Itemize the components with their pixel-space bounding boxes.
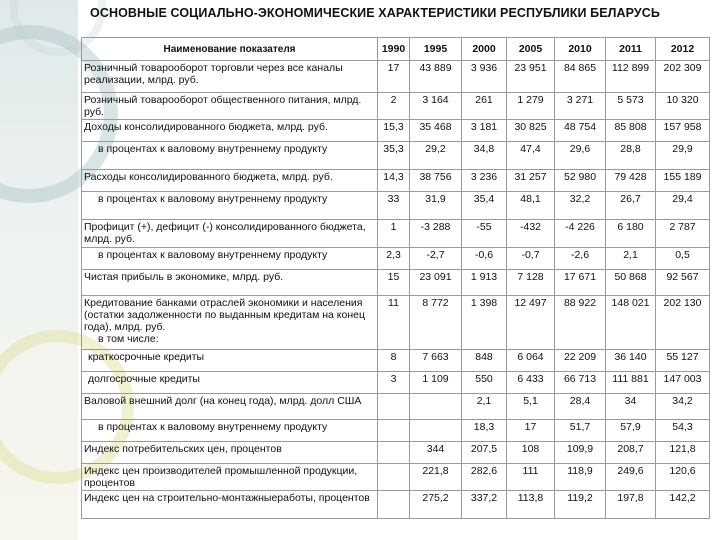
value-cell: 14,3 (378, 170, 410, 192)
table-row (82, 296, 710, 350)
indicator-name-cell (82, 296, 378, 350)
indicator-name: Кредитование банками отраслей экономики и населения (остатки задолженности по выданным кредитам на конец года), млрд. руб. (84, 297, 366, 333)
indicator-name-cell (82, 420, 378, 442)
value-cell: 34,2 (656, 394, 710, 420)
indicator-name: Расходы консолидированного бюджета, млрд. руб. (84, 171, 333, 183)
table-row (82, 491, 710, 519)
column-header: 2000 (462, 38, 507, 61)
value-cell: 30 825 (507, 120, 555, 142)
value-cell: 38 756 (410, 170, 462, 192)
value-cell: 33 (378, 192, 410, 220)
value-cell: 7 663 (410, 350, 462, 372)
indicator-name-cell (82, 192, 378, 220)
value-cell: 2 (378, 93, 410, 120)
value-cell: 15,3 (378, 120, 410, 142)
value-cell (410, 420, 462, 442)
indicator-name: в процентах к валовому внутреннему продукту (98, 421, 328, 433)
value-cell: 111 881 (606, 372, 656, 394)
value-cell: 848 (462, 350, 507, 372)
value-cell: 31 257 (507, 170, 555, 192)
indicator-name: Индекс цен на строительно-монтажныеработы, процентов (84, 492, 370, 504)
value-cell: 3 936 (462, 61, 507, 93)
table-row (82, 120, 710, 142)
value-cell: 51,7 (555, 420, 606, 442)
value-cell: 109,9 (555, 442, 606, 464)
value-cell: 10 320 (656, 93, 710, 120)
value-cell: 337,2 (462, 491, 507, 519)
indicator-name: Валовой внешний долг (на конец года), млрд. долл США (84, 395, 362, 407)
table-row (82, 61, 710, 93)
indicator-name-cell (82, 350, 378, 372)
value-cell (378, 464, 410, 491)
value-cell: 29,4 (656, 192, 710, 220)
column-header: 2010 (555, 38, 606, 61)
value-cell: -0,7 (507, 248, 555, 270)
column-header: Наименование показателя (82, 38, 378, 61)
value-cell: 1 279 (507, 93, 555, 120)
value-cell: 7 128 (507, 270, 555, 296)
value-cell: 29,9 (656, 142, 710, 170)
table-row (82, 248, 710, 270)
indicator-name-cell (82, 394, 378, 420)
table-row (82, 442, 710, 464)
value-cell: 28,4 (555, 394, 606, 420)
value-cell: 35 468 (410, 120, 462, 142)
value-cell: -0,6 (462, 248, 507, 270)
indicator-name-cell (82, 442, 378, 464)
indicator-name-cell (82, 142, 378, 170)
indicators-table (81, 37, 710, 519)
indicator-name: краткосрочные кредиты (88, 351, 205, 363)
indicator-name-cell (82, 464, 378, 491)
indicator-name-cell (82, 61, 378, 93)
value-cell: 207,5 (462, 442, 507, 464)
value-cell: 48 754 (555, 120, 606, 142)
indicator-name: Розничный товарооборот торговли через все каналы реализации, млрд. руб. (84, 62, 343, 86)
value-cell: 118,9 (555, 464, 606, 491)
value-cell: 17 (378, 61, 410, 93)
value-cell: 92 567 (656, 270, 710, 296)
value-cell: 3 271 (555, 93, 606, 120)
value-cell: 282,6 (462, 464, 507, 491)
indicator-name-cell (82, 170, 378, 192)
value-cell: 29,6 (555, 142, 606, 170)
value-cell: 23 951 (507, 61, 555, 93)
value-cell: 261 (462, 93, 507, 120)
value-cell: 120,6 (656, 464, 710, 491)
value-cell (378, 394, 410, 420)
value-cell: 6 180 (606, 220, 656, 248)
value-cell: 48,1 (507, 192, 555, 220)
table-row (82, 142, 710, 170)
indicator-name: в процентах к валовому внутреннему продукту (98, 249, 328, 261)
value-cell: 85 808 (606, 120, 656, 142)
value-cell: 54,3 (656, 420, 710, 442)
table-row (82, 93, 710, 120)
value-cell: 111 (507, 464, 555, 491)
value-cell: 1 398 (462, 296, 507, 350)
value-cell: 36 140 (606, 350, 656, 372)
value-cell: 202 309 (656, 61, 710, 93)
value-cell: -3 288 (410, 220, 462, 248)
indicator-name-cell (82, 93, 378, 120)
table-row (82, 350, 710, 372)
indicator-name-cell (82, 220, 378, 248)
value-cell: 22 209 (555, 350, 606, 372)
value-cell: 119,2 (555, 491, 606, 519)
indicator-name-cell (82, 270, 378, 296)
indicator-name: долгосрочные кредиты (88, 373, 200, 385)
value-cell: 35,3 (378, 142, 410, 170)
value-cell (378, 442, 410, 464)
value-cell: 57,9 (606, 420, 656, 442)
table-row (82, 270, 710, 296)
value-cell: 31,9 (410, 192, 462, 220)
indicator-name-cell (82, 248, 378, 270)
value-cell: 202 130 (656, 296, 710, 350)
value-cell: 112 899 (606, 61, 656, 93)
value-cell: 275,2 (410, 491, 462, 519)
value-cell: 32,2 (555, 192, 606, 220)
table-row (82, 372, 710, 394)
value-cell: 52 980 (555, 170, 606, 192)
value-cell: 197,8 (606, 491, 656, 519)
value-cell: 11 (378, 296, 410, 350)
indicator-name: Розничный товарооборот общественного питания, млрд. руб. (84, 94, 362, 118)
indicator-name-cell (82, 372, 378, 394)
value-cell: 3 181 (462, 120, 507, 142)
indicator-name: Индекс потребительских цен, процентов (84, 443, 282, 455)
value-cell: 1 109 (410, 372, 462, 394)
value-cell: 3 (378, 372, 410, 394)
value-cell: 47,4 (507, 142, 555, 170)
value-cell: 208,7 (606, 442, 656, 464)
value-cell (410, 394, 462, 420)
value-cell: 18,3 (462, 420, 507, 442)
value-cell: 155 189 (656, 170, 710, 192)
value-cell: -4 226 (555, 220, 606, 248)
value-cell: 66 713 (555, 372, 606, 394)
value-cell: 0,5 (656, 248, 710, 270)
value-cell: 147 003 (656, 372, 710, 394)
value-cell: 88 922 (555, 296, 606, 350)
value-cell: 28,8 (606, 142, 656, 170)
table-row (82, 170, 710, 192)
indicator-subnote: в том числе: (98, 333, 159, 345)
value-cell: 5 573 (606, 93, 656, 120)
value-cell: 3 164 (410, 93, 462, 120)
value-cell: 34 (606, 394, 656, 420)
value-cell: 344 (410, 442, 462, 464)
value-cell: 5,1 (507, 394, 555, 420)
value-cell: 2,3 (378, 248, 410, 270)
value-cell: 84 865 (555, 61, 606, 93)
column-header: 2011 (606, 38, 656, 61)
value-cell: 29,2 (410, 142, 462, 170)
value-cell: 249,6 (606, 464, 656, 491)
value-cell: 121,8 (656, 442, 710, 464)
value-cell: 113,8 (507, 491, 555, 519)
table-header-row (82, 38, 710, 61)
column-header: 2005 (507, 38, 555, 61)
value-cell: 142,2 (656, 491, 710, 519)
value-cell: 50 868 (606, 270, 656, 296)
value-cell: 6 064 (507, 350, 555, 372)
value-cell: 23 091 (410, 270, 462, 296)
value-cell: 1 913 (462, 270, 507, 296)
value-cell: 8 (378, 350, 410, 372)
value-cell: 2 787 (656, 220, 710, 248)
value-cell: -2,7 (410, 248, 462, 270)
value-cell (378, 491, 410, 519)
value-cell: 43 889 (410, 61, 462, 93)
value-cell: 157 958 (656, 120, 710, 142)
indicator-name: Индекс цен производителей промышленной продукции, процентов (84, 465, 358, 489)
table-row (82, 192, 710, 220)
column-header: 2012 (656, 38, 710, 61)
value-cell: 17 (507, 420, 555, 442)
value-cell: 6 433 (507, 372, 555, 394)
value-cell: -2,6 (555, 248, 606, 270)
value-cell: 2,1 (606, 248, 656, 270)
value-cell: 221,8 (410, 464, 462, 491)
value-cell: 26,7 (606, 192, 656, 220)
value-cell (378, 420, 410, 442)
value-cell: 35,4 (462, 192, 507, 220)
value-cell: 15 (378, 270, 410, 296)
indicator-name: Чистая прибыль в экономике, млрд. руб. (84, 271, 284, 283)
value-cell: 3 236 (462, 170, 507, 192)
indicator-name-cell (82, 120, 378, 142)
value-cell: 1 (378, 220, 410, 248)
table-row (82, 220, 710, 248)
value-cell: 17 671 (555, 270, 606, 296)
value-cell: 8 772 (410, 296, 462, 350)
value-cell: -432 (507, 220, 555, 248)
page-title: ОСНОВНЫЕ СОЦИАЛЬНО-ЭКОНОМИЧЕСКИЕ ХАРАКТЕРИСТИКИ РЕСПУБЛИКИ БЕЛАРУСЬ (90, 6, 661, 20)
value-cell: 55 127 (656, 350, 710, 372)
indicator-name: Доходы консолидированного бюджета, млрд. руб. (84, 121, 328, 133)
value-cell: -55 (462, 220, 507, 248)
value-cell: 148 021 (606, 296, 656, 350)
value-cell: 79 428 (606, 170, 656, 192)
table-row (82, 394, 710, 420)
value-cell: 12 497 (507, 296, 555, 350)
value-cell: 108 (507, 442, 555, 464)
value-cell: 2,1 (462, 394, 507, 420)
indicator-name-cell (82, 491, 378, 519)
value-cell: 34,8 (462, 142, 507, 170)
column-header: 1995 (410, 38, 462, 61)
indicator-name: в процентах к валовому внутреннему продукту (98, 193, 328, 205)
column-header: 1990 (378, 38, 410, 61)
indicator-name: в процентах к валовому внутреннему продукту (98, 143, 328, 155)
indicator-name: Профицит (+), дефицит (-) консолидированного бюджета, млрд. руб. (84, 221, 366, 245)
value-cell: 550 (462, 372, 507, 394)
table-row (82, 420, 710, 442)
table-row (82, 464, 710, 491)
